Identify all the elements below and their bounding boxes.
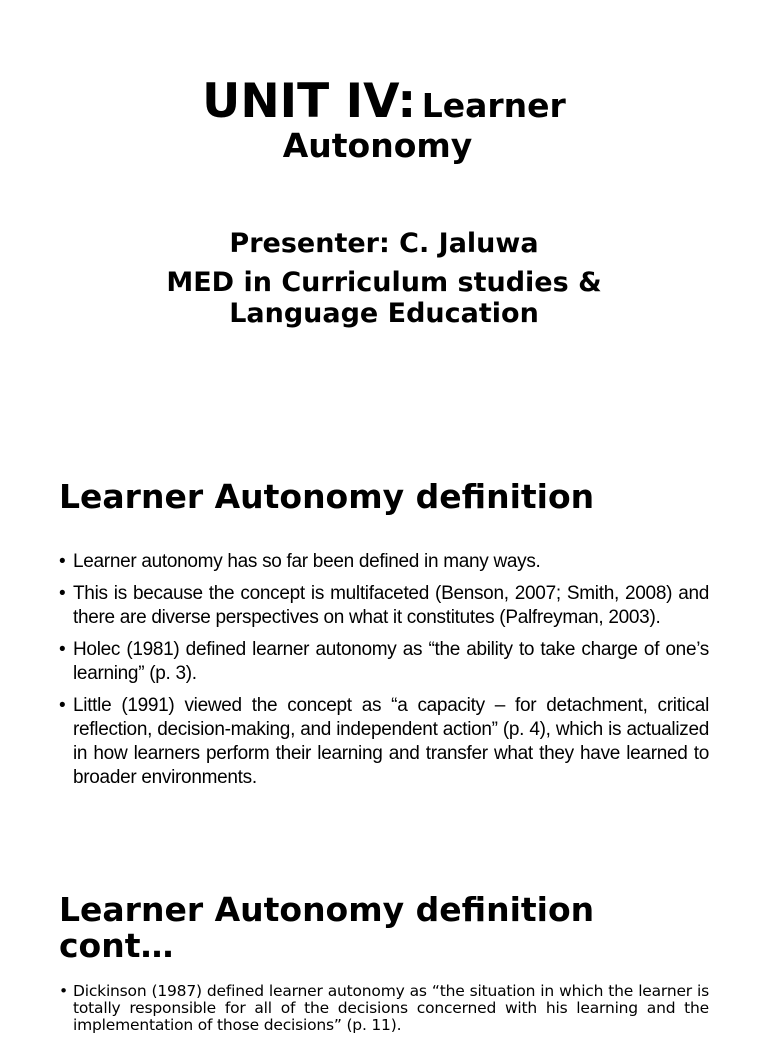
definition-slide <box>0 420 768 840</box>
bullet-icon: • <box>59 551 66 572</box>
program-info <box>0 267 768 329</box>
bullet-icon: • <box>59 639 66 660</box>
bullet-text: This is because the concept is multifaceted (Benson, 2007; Smith, 2008) and there are diverse perspectives on what it constitutes (Palfreyman, 2003). <box>73 583 709 628</box>
bullet-list <box>59 550 709 798</box>
presenter-name: Presenter: C. Jaluwa <box>229 228 539 259</box>
bullet-text: Dickinson (1987) defined learner autonomy as “the situation in which the learner is totally responsible for all of the decisions concerned with his learning and the implementation of those decisions” (p. 11). <box>73 982 709 1034</box>
bullet-icon: • <box>59 695 66 716</box>
slide-title <box>0 74 768 129</box>
list-item <box>59 550 709 574</box>
list-item <box>59 983 709 1034</box>
bullet-text: Holec (1981) defined learner autonomy as “the ability to take charge of one’s learning” (p. 3). <box>73 639 709 684</box>
list-item <box>59 638 709 686</box>
list-item <box>59 582 709 630</box>
bullet-list <box>59 983 709 1042</box>
slide-heading: Learner Autonomy definition <box>59 477 595 516</box>
list-item <box>59 694 709 790</box>
bullet-text: Learner autonomy has so far been defined in many ways. <box>73 551 541 572</box>
bullet-text: Little (1991) viewed the concept as “a capacity – for detachment, critical reflection, decision-making, and independent action” (p. 4), which is actualized in how learners perform their learning and transfer what they have learned to broader environments. <box>73 695 709 788</box>
title-topic-part2: Autonomy <box>282 126 473 165</box>
bullet-icon: • <box>59 583 66 604</box>
program-line2: Language Education <box>229 298 539 329</box>
title-topic-part1: Learner <box>421 86 566 125</box>
slide-heading: Learner Autonomy definition cont… <box>59 890 595 965</box>
title-slide <box>0 0 768 420</box>
title-unit: UNIT IV: <box>202 74 417 129</box>
program-line1: MED in Curriculum studies & <box>166 267 602 298</box>
bullet-icon: • <box>59 982 68 1000</box>
definition-continued-slide <box>0 840 768 1034</box>
